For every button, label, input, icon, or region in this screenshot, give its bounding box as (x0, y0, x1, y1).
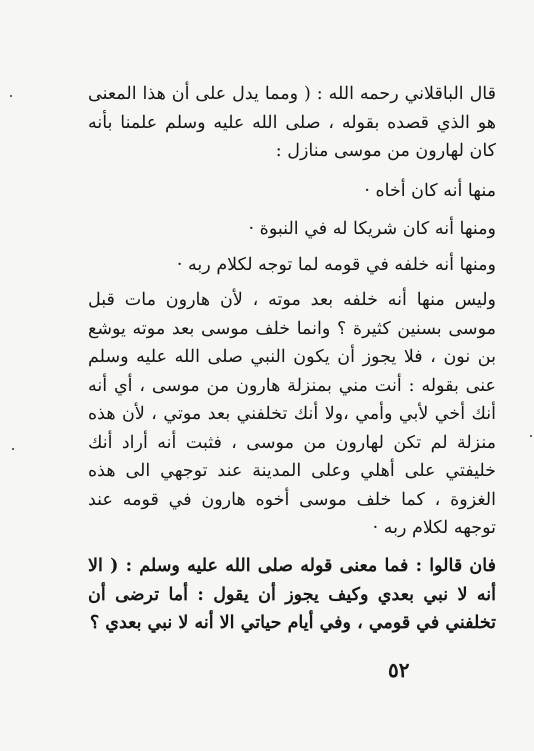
scan-speck (10, 95, 12, 97)
paragraph-text: قال الباقلاني رحمه الله : ( ومما يدل على أن هذا المعنى هو الذي قصده بقوله ، صلى الله عليه وسلم علمنا بأنه كان لهارون من موسى منازل : (88, 84, 496, 161)
paragraph-text: فان قالوا : فما معنى قوله صلى الله عليه وسلم : ( الا أنه لا نبي بعدي وكيف يجوز أن يقول : أما ترضى أن تخلفني في قومي ، وفي أيام حياتي الا أنه لا نبي بعدي ؟ (88, 556, 496, 633)
list-item (88, 215, 496, 244)
list-item-text: منها أنه كان أخاه · (364, 181, 496, 201)
paragraph-question (88, 552, 496, 638)
list-item (88, 177, 496, 206)
paragraph-opening (88, 80, 496, 166)
list-item (88, 251, 496, 280)
paragraph-main (88, 286, 496, 543)
paragraph-text: وليس منها أنه خلفه بعد موته ، لأن هارون مات قبل موسى بسنين كثيرة ؟ وانما خلف موسى بعد موته يوشع بن نون ، فلا يجوز أن يكون النبي صلى الله عليه وسلم عنى بقوله : أنت مني بمنزلة هارون من موسى ، أي أنه أنك أخي لأبي وأمي ،ولا أنك تخلفني بعد موتي ، لأن هذه منزلة لم تكن لهارون من موسى ، فثبت أنه أراد أنك خليفتي على أهلي وعلى المدينة عند توجهي الى هذه الغزوة ، كما خلف موسى أخوه هارون في قومه عند توجهه لكلام ربه · (88, 290, 496, 538)
scan-speck (12, 448, 14, 450)
scan-speck (530, 435, 532, 437)
list-item-text: ومنها أنه خلفه في قومه لما توجه لكلام ربه · (176, 255, 496, 275)
list-item-text: ومنها أنه كان شريكا له في النبوة · (248, 219, 496, 239)
page-number: ٥٢ (388, 658, 410, 682)
